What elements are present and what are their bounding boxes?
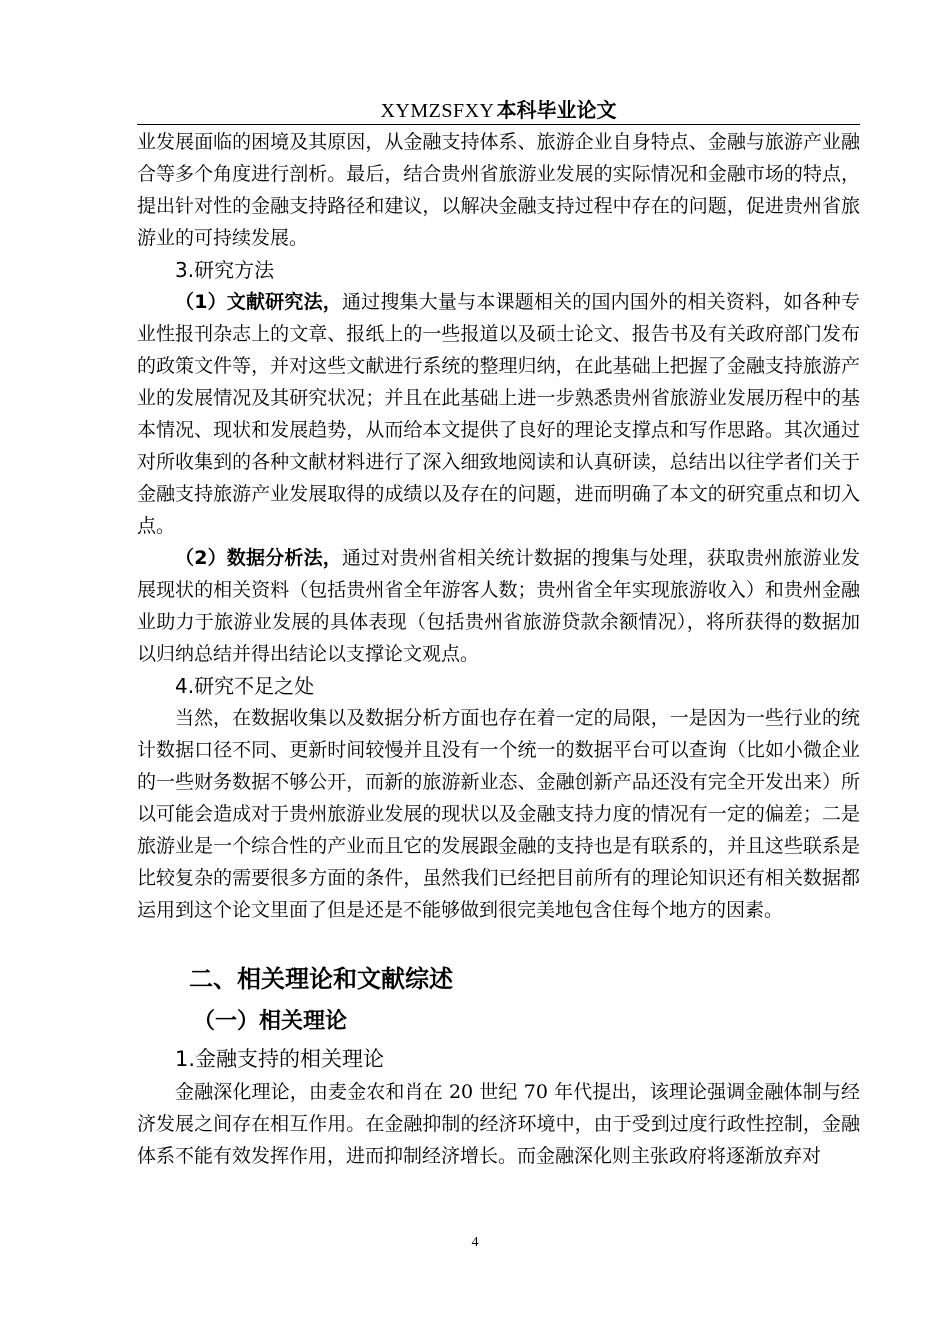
- method1-body: 通过搜集大量与本课题相关的国内国外的相关资料，如各种专业性报刊杂志上的文章、报纸上的一些报道以及硕士论文、报告书及有关政府部门发布的政策文件等，并对这些文献进行系统的整理归纳，在此基础上把握了金融支持旅游产业的发展情况及其研究状况；并且在此基础上进一步熟悉贵州省旅游业发展历程中的基本情况、现状和发展趋势，从而给本文提供了良好的理论支撑点和写作思路。其次通过对所收集到的各种文献材料进行了深入细致地阅读和认真研读，总结出以往学者们关于金融支持旅游产业发展取得的成绩以及存在的问题，进而明确了本文的研究重点和切入点。: [137, 291, 860, 537]
- heading-research-limits: 4.研究不足之处: [175, 674, 315, 698]
- chapter-title: 二、相关理论和文献综述: [189, 965, 453, 993]
- paragraph-intro-continuation: 业发展面临的困境及其原因，从金融支持体系、旅游企业自身特点、金融与旅游产业融合等多个角度进行剖析。最后，结合贵州省旅游业发展的实际情况和金融市场的特点，提出针对性的金融支持路径和建议，以解决金融支持过程中存在的问题，促进贵州省旅游业的可持续发展。: [137, 131, 860, 249]
- body-text: [137, 126, 860, 1172]
- paragraph-method-data: [137, 542, 860, 670]
- paragraph-limits: 当然，在数据收集以及数据分析方面也存在着一定的局限，一是因为一些行业的统计数据口径不同、更新时间较慢并且没有一个统一的数据平台可以查询（比如小微企业的一些财务数据不够公开，而新的旅游新业态、金融创新产品还没有完全开发出来）所以可能会造成对于贵州旅游业发展的现状以及金融支持力度的情况有一定的偏差；二是旅游业是一个综合性的产业而且它的发展跟金融的支持也是有联系的，并且这些联系是比较复杂的需要很多方面的条件，虽然我们已经把目前所有的理论知识还有相关数据都运用到这个论文里面了但是还是不能够做到很完美地包含住每个地方的因素。: [137, 707, 860, 921]
- heading-research-methods: 3.研究方法: [175, 258, 275, 282]
- method2-lead: （2）数据分析法，: [175, 547, 342, 569]
- header-code: XYMZSFXY: [380, 100, 495, 122]
- paragraph-method-literature: [137, 286, 860, 542]
- page-header: [137, 96, 860, 125]
- paragraph-theory: 金融深化理论，由麦金农和肖在 20 世纪 70 年代提出，该理论强调金融体制与经济发展之间存在相互作用。在金融抑制的经济环境中，由于受到过度行政性控制，金融体系不能有效发挥作用，进而抑制经济增长。而金融深化则主张政府将逐渐放弃对: [137, 1081, 860, 1167]
- page-number: 4: [471, 1235, 479, 1250]
- subsection-title: 1.金融支持的相关理论: [175, 1047, 385, 1071]
- section-title: （一）相关理论: [193, 1009, 348, 1034]
- header-label: 本科毕业论文: [496, 98, 617, 122]
- method2-body: 通过对贵州省相关统计数据的搜集与处理，获取贵州旅游业发展现状的相关资料（包括贵州省全年游客人数；贵州省全年实现旅游收入）和贵州金融业助力于旅游业发展的具体表现（包括贵州省旅游贷款余额情况），将所获得的数据加以归纳总结并得出结论以支撑论文观点。: [137, 547, 860, 665]
- method1-lead: （1）文献研究法，: [175, 291, 342, 313]
